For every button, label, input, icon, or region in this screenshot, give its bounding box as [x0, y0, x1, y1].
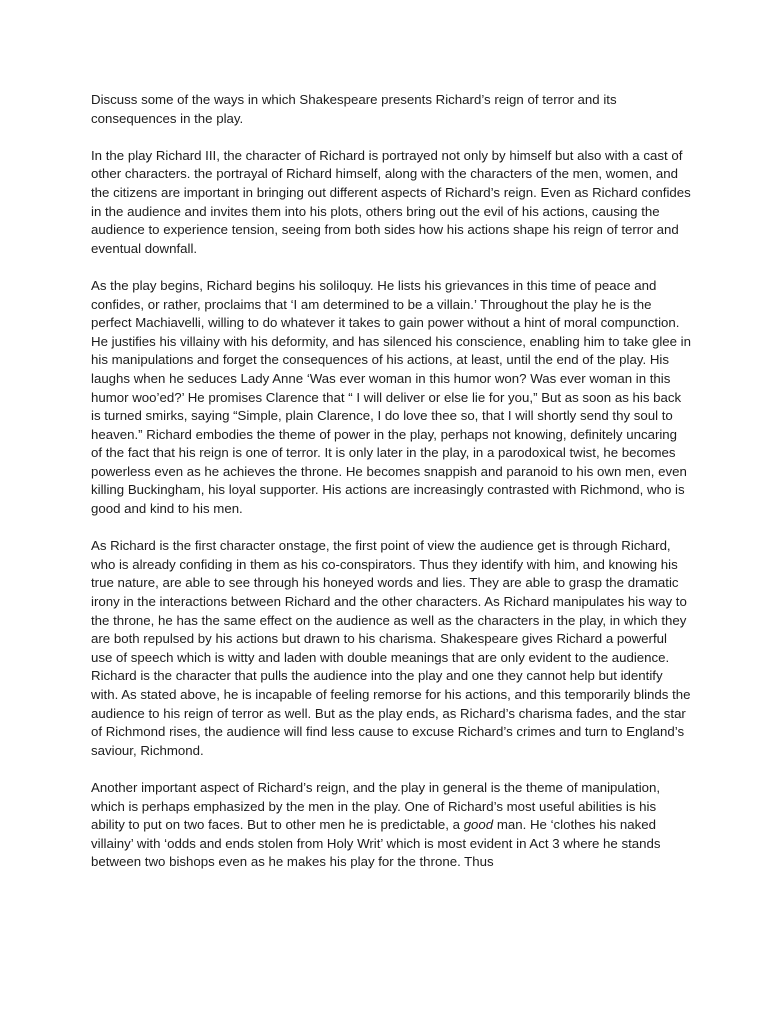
- paragraph-soliloquy: As the play begins, Richard begins his soliloquy. He lists his grievances in this time of peace and confides, or rather, proclaims that ‘I am determined to be a villain.’ Throughout the play he is the perfect Machiavelli, willing to do whatever it takes to gain power without a hint of moral compunction. He justifies his villainy with his deformity, and has silenced his conscience, enabling him to take glee in his manipulations and forget the consequences of his actions, at least, until the end of the play. His laughs when he seduces Lady Anne ‘Was ever woman in this humor won? Was ever woman in this humor woo’ed?’ He promises Clarence that “ I will deliver or else lie for you,” But as soon as his back is turned smirks, saying “Simple, plain Clarence, I do love thee so, that I will shortly send thy soul to heaven.” Richard embodies the theme of power in the play, perhaps not knowing, definitely uncaring of the fact that his reign is one of terror. It is only later in the play, in a parodoxical twist, he becomes powerless even as he achieves the throne. He becomes snappish and paranoid to his own men, even killing Buckingham, his loyal supporter. His actions are increasingly contrasted with Richmond, who is good and kind to his men.: [91, 277, 691, 517]
- paragraph-introduction: In the play Richard III, the character of Richard is portrayed not only by himself but also with a cast of other characters. the portrayal of Richard himself, along with the characters of the men, women, and the citizens are important in bringing out different aspects of Richard’s reign. Even as Richard confides in the audience and invites them into his plots, others bring out the evil of his actions, causing the audience to experience tension, seeing from both sides how his actions shape his reign of terror and eventual downfall.: [91, 147, 691, 256]
- essay-body: [91, 91, 691, 891]
- paragraph-manipulation-end: man. He ‘clothes his naked villainy’ with ‘odds and ends stolen from Holy Writ’ which is most evident in Act 3 where he stands between two bishops even as he makes his play for the throne. Thus: [91, 817, 661, 870]
- paragraph-manipulation-start: Another important aspect of Richard’s reign, and the play in general is the theme of manipulation, which is perhaps emphasized by the men in the play. One of Richard’s most useful abilities is his ability to put on two faces. But to other men he is predictable, a: [91, 779, 661, 833]
- emphasis-good: good: [463, 817, 494, 833]
- essay-question: Discuss some of the ways in which Shakespeare presents Richard’s reign of terror and its consequences in the play.: [91, 92, 617, 126]
- paragraph-audience: As Richard is the first character onstage, the first point of view the audience get is through Richard, who is already confiding in them as his co-conspirators. Thus they identify with him, and knowing his true nature, are able to see through his honeyed words and lies. They are able to grasp the dramatic irony in the interactions between Richard and the other characters. As Richard manipulates his way to the throne, he has the same effect on the audience as well as the characters in the play, in which they are both repulsed by his actions but drawn to his charisma. Shakespeare gives Richard a powerful use of speech which is witty and laden with double meanings that are only evident to the audience. Richard is the character that pulls the audience into the play and one they cannot help but identify with. As stated above, he is incapable of feeling remorse for his actions, and this temporarily blinds the audience to his reign of terror as well. But as the play ends, as Richard’s charisma fades, and the star of Richmond rises, the audience will find less cause to excuse Richard’s crimes and turn to England’s saviour, Richmond.: [91, 538, 691, 758]
- paragraph-manipulation: [91, 779, 691, 872]
